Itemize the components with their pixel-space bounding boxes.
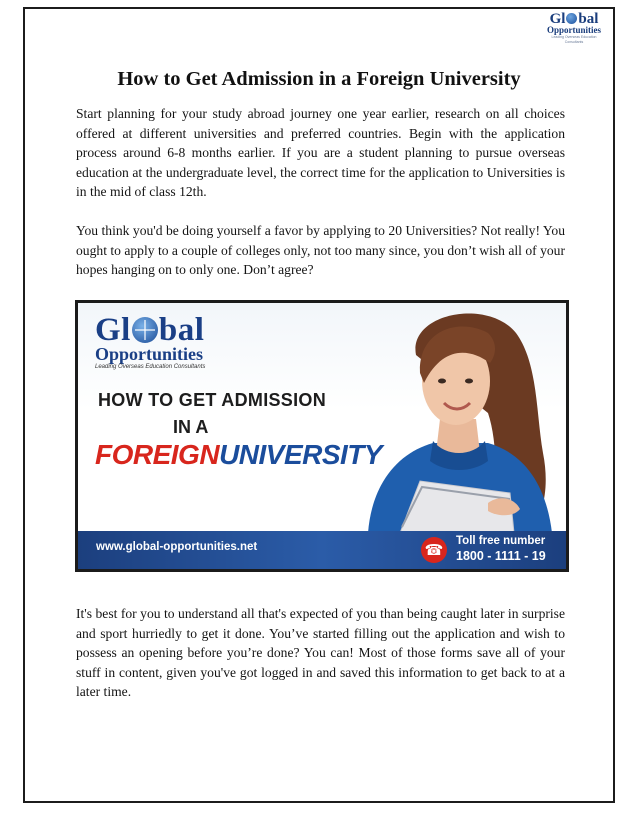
student-photo bbox=[338, 303, 569, 533]
banner-logo-prefix: Gl bbox=[95, 312, 131, 348]
banner-heading-university: UNIVERSITY bbox=[219, 439, 383, 470]
paragraph-1: Start planning for your study abroad journey one year earlier, research on all choices offered at different universities and preferred countries. Begin with the application process around 6-8 months earlier. If you are a student planning to pursue overseas education at the undergraduate level, the correct time for the application to Universities is in the mid of class 12th. bbox=[76, 106, 565, 199]
header-logo-brand: Gl bal bbox=[549, 11, 599, 27]
banner-logo-suffix: bal bbox=[158, 312, 205, 348]
banner-heading-foreign: FOREIGN bbox=[95, 439, 220, 470]
header-logo-tagline: Leading Overseas Education Consultants bbox=[551, 35, 597, 44]
phone-icon: ☎ bbox=[421, 537, 447, 563]
banner-footer-bar bbox=[78, 531, 566, 569]
banner-url: www.global-opportunities.net bbox=[96, 541, 258, 553]
header-logo-line2: Opportunities bbox=[546, 25, 601, 35]
banner-heading-line1: HOW TO GET ADMISSION bbox=[98, 390, 327, 410]
globe-icon bbox=[566, 13, 577, 24]
paragraph-3: It's best for you to understand all that's expected of you than being caught later in surprise and sport hurriedly to get it done. You’ve started filling out the application and wish to possess an opening before you’re done? You can! Most of those forms save all of your stuff in content, given you've got logged in and saved this information to get back to at a later time. bbox=[76, 606, 565, 699]
banner-image bbox=[75, 300, 569, 572]
header-logo bbox=[543, 12, 605, 45]
globe-icon bbox=[132, 317, 158, 343]
banner-logo-line2: Opportunities bbox=[95, 344, 204, 364]
paragraph-2: You think you'd be doing yourself a favor by applying to 20 Universities? Not really! You ought to apply to a couple of colleges only, not too many since, you don’t wish all of your hopes hanging on to only one. Don’t agree? bbox=[76, 223, 565, 277]
eye-left bbox=[438, 379, 446, 384]
document-page bbox=[23, 7, 615, 803]
eye-right bbox=[465, 379, 473, 384]
banner-logo bbox=[95, 312, 245, 372]
toll-free-number: 1800 - 1111 - 19 bbox=[456, 549, 546, 563]
banner-heading-line2: IN A bbox=[173, 417, 209, 437]
banner-logo-tagline: Leading Overseas Education Consultants bbox=[95, 364, 206, 370]
page-title: How to Get Admission in a Foreign University bbox=[117, 68, 521, 90]
toll-free-label: Toll free number bbox=[456, 535, 546, 547]
